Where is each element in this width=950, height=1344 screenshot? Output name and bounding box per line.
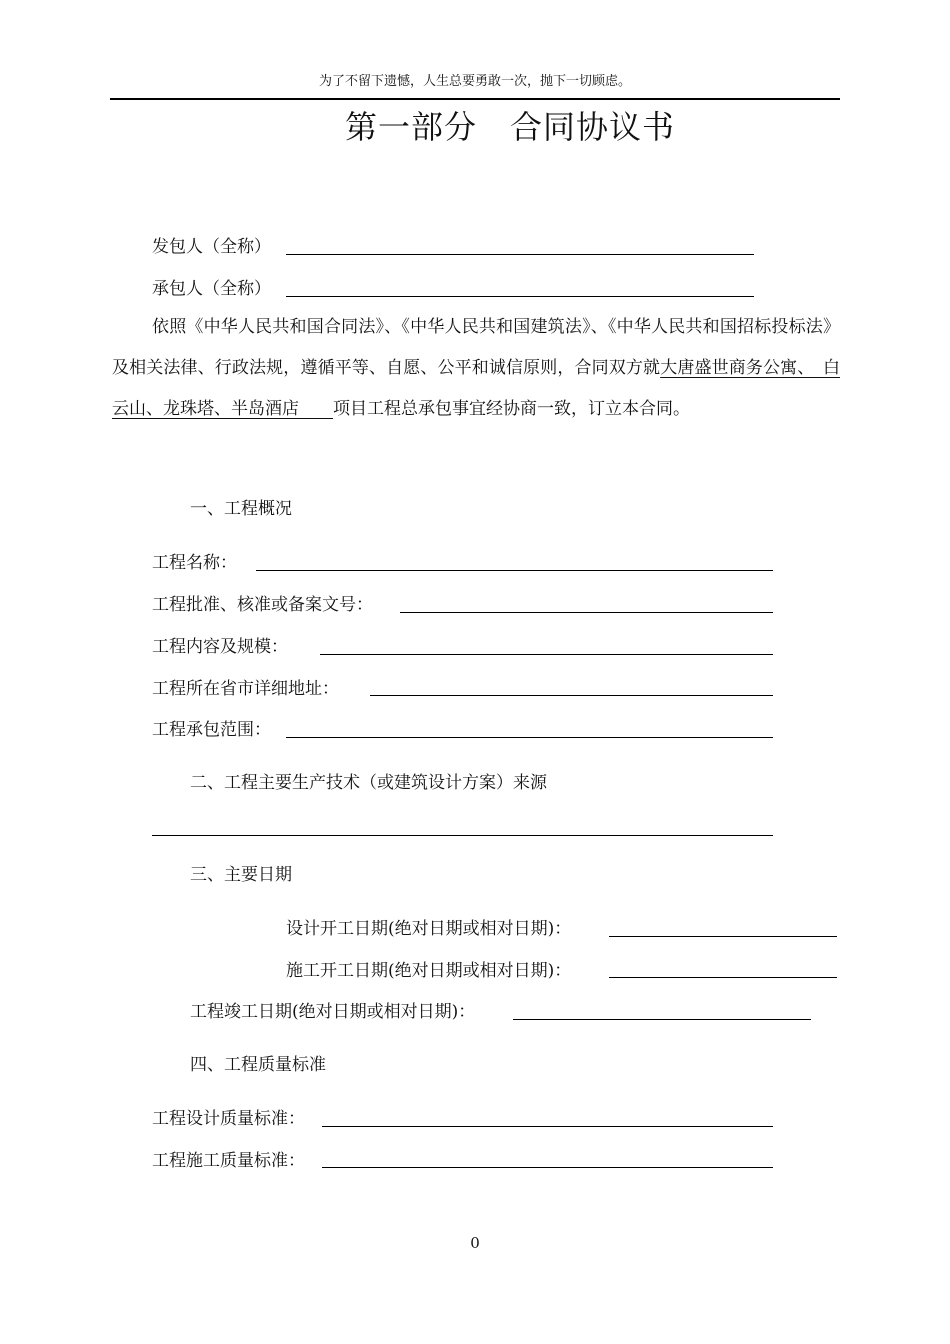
completion-date-label: 工程竣工日期(绝对日期或相对日期)： <box>190 1002 476 1022</box>
project-address-label: 工程所在省市详细地址： <box>152 679 339 699</box>
approval-number-field[interactable] <box>400 612 773 613</box>
design-start-date-label: 设计开工日期(绝对日期或相对日期)： <box>286 919 572 939</box>
design-quality-label: 工程设计质量标准： <box>152 1109 305 1129</box>
construction-start-date-label: 施工开工日期(绝对日期或相对日期)： <box>286 961 572 981</box>
preamble-text-1: 依照《中华人民共和国合同法》、《中华人民共和国建筑法》、《中华人民共和国招标投标法》及相关法律、行政法规，遵循平等、自愿、公平和诚信原则，合同双方就 <box>112 317 840 378</box>
project-content-label: 工程内容及规模： <box>152 637 288 657</box>
contract-scope-field[interactable] <box>286 737 773 738</box>
preamble-paragraph <box>112 307 840 430</box>
project-name-label: 工程名称： <box>152 553 237 573</box>
design-start-date-field[interactable] <box>609 936 837 937</box>
section-4-heading: 四、工程质量标准 <box>190 1055 326 1075</box>
construction-quality-field[interactable] <box>322 1167 773 1168</box>
construction-quality-label: 工程施工质量标准： <box>152 1151 305 1171</box>
approval-number-label: 工程批准、核准或备案文号： <box>152 595 373 615</box>
section-2-heading: 二、工程主要生产技术（或建筑设计方案）来源 <box>190 773 547 793</box>
contractor-name-field[interactable] <box>286 296 754 297</box>
employer-label: 发包人（全称） <box>152 237 271 257</box>
section-1-heading: 一、工程概况 <box>190 499 292 519</box>
project-content-field[interactable] <box>320 654 773 655</box>
header-rule <box>110 98 840 100</box>
technology-source-field[interactable] <box>152 835 773 836</box>
contract-scope-label: 工程承包范围： <box>152 720 271 740</box>
completion-date-field[interactable] <box>513 1019 811 1020</box>
page-header-motto: 为了不留下遗憾，人生总要勇敢一次，抛下一切顾虑。 <box>318 74 631 89</box>
project-address-field[interactable] <box>370 695 773 696</box>
project-name: 大唐盛世商务公寓、 白云山、龙珠塔、半岛酒店 <box>112 358 841 419</box>
construction-start-date-field[interactable] <box>609 977 837 978</box>
project-name-field[interactable] <box>256 570 773 571</box>
preamble-text-2: 项目工程总承包事宜经协商一致，订立本合同。 <box>333 399 690 419</box>
design-quality-field[interactable] <box>322 1126 773 1127</box>
page-number: 0 <box>470 1234 480 1252</box>
document-title: 第一部分 合同协议书 <box>344 108 675 146</box>
employer-name-field[interactable] <box>286 254 754 255</box>
section-3-heading: 三、主要日期 <box>190 865 292 885</box>
contractor-label: 承包人（全称） <box>152 279 271 299</box>
